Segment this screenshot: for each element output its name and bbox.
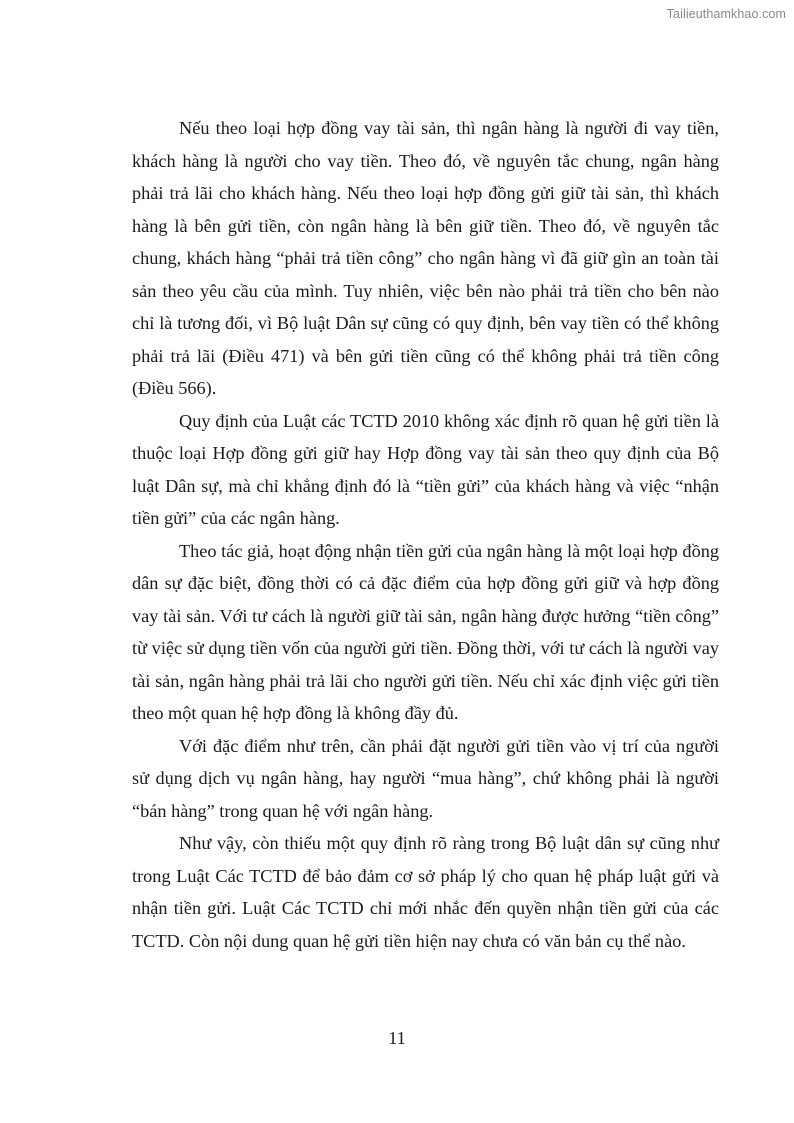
paragraph-5: Như vậy, còn thiếu một quy định rõ ràng trong Bộ luật dân sự cũng như trong Luật Các TCTD để bảo đảm cơ sở pháp lý cho quan hệ pháp luật gửi và nhận tiền gửi. Luật Các TCTD chỉ mới nhắc đến quyền nhận tiền gửi của các TCTD. Còn nội dung quan hệ gửi tiền hiện nay chưa có văn bản cụ thể nào. xyxy=(132,833,719,951)
watermark: Tailieuthamkhao.com xyxy=(666,7,786,21)
page-number: 11 xyxy=(388,1028,406,1048)
paragraph-3: Theo tác giả, hoạt động nhận tiền gửi của ngân hàng là một loại hợp đồng dân sự đặc biệt, đồng thời có cả đặc điểm của hợp đồng gửi giữ và hợp đồng vay tài sản. Với tư cách là người giữ tài sản, ngân hàng được hưởng “tiền công” từ việc sử dụng tiền vốn của người gửi tiền. Đồng thời, với tư cách là người vay tài sản, ngân hàng phải trả lãi cho người gửi tiền. Nếu chỉ xác định việc gửi tiền theo một quan hệ hợp đồng là không đầy đủ. xyxy=(132,540,719,723)
paragraph-4: Với đặc điểm như trên, cần phải đặt người gửi tiền vào vị trí của người sử dụng dịch vụ ngân hàng, hay người “mua hàng”, chứ không phải là người “bán hàng” trong quan hệ với ngân hàng. xyxy=(132,735,719,821)
paragraph-2: Quy định của Luật các TCTD 2010 không xác định rõ quan hệ gửi tiền là thuộc loại Hợp đồng gửi giữ hay Hợp đồng vay tài sản theo quy định của Bộ luật Dân sự, mà chỉ khẳng định đó là “tiền gửi” của khách hàng và việc “nhận tiền gửi” của các ngân hàng. xyxy=(132,410,719,528)
document-body xyxy=(132,112,719,957)
paragraph-1: Nếu theo loại hợp đồng vay tài sản, thì ngân hàng là người đi vay tiền, khách hàng là người cho vay tiền. Theo đó, về nguyên tắc chung, ngân hàng phải trả lãi cho khách hàng. Nếu theo loại hợp đồng gửi giữ tài sản, thì khách hàng là bên gửi tiền, còn ngân hàng là bên giữ tiền. Theo đó, về nguyên tắc chung, khách hàng “phải trả tiền công” cho ngân hàng vì đã giữ gìn an toàn tài sản theo yêu cầu của mình. Tuy nhiên, việc bên nào phải trả tiền cho bên nào chỉ là tương đối, vì Bộ luật Dân sự cũng có quy định, bên vay tiền có thể không phải trả lãi (Điều 471) và bên gửi tiền cũng có thể không phải trả tiền công (Điều 566). xyxy=(132,118,719,398)
